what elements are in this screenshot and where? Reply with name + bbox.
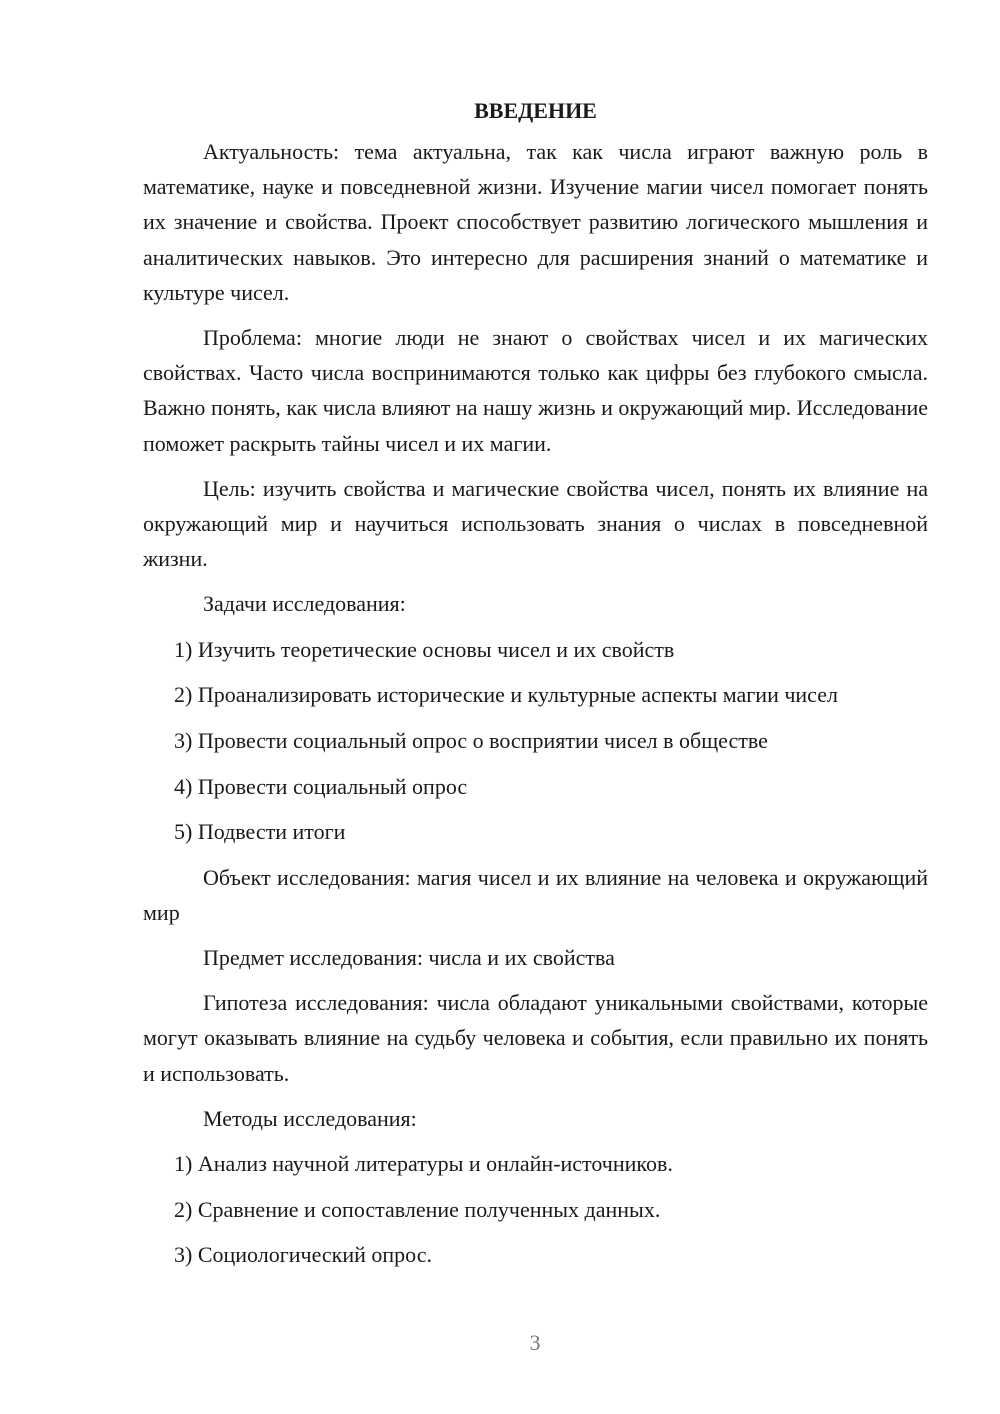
list-item: 1) Изучить теоретические основы чисел и их свойств bbox=[174, 636, 675, 662]
tasks-title: Задачи исследования: bbox=[203, 591, 406, 617]
goal-paragraph: Цель: изучить свойства и магические свойства чисел, понять их влияние на окружающий мир и научиться использовать знания о числах в повседневной жизни. bbox=[143, 475, 928, 572]
list-item: 5) Подвести итоги bbox=[174, 819, 346, 845]
page-number: 3 bbox=[529, 1330, 541, 1355]
object-paragraph: Объект исследования: магия чисел и их влияние на человека и окружающий мир bbox=[143, 864, 928, 925]
list-item: 1) Анализ научной литературы и онлайн-источников. bbox=[174, 1151, 673, 1177]
hypothesis-paragraph: Гипотеза исследования: числа обладают уникальными свойствами, которые могут оказывать влияние на судьбу человека и события, если правильно их понять и использовать. bbox=[143, 990, 928, 1086]
list-item: 3) Социологический опрос. bbox=[174, 1242, 432, 1268]
document-page bbox=[143, 92, 928, 1283]
methods-list bbox=[143, 1146, 928, 1273]
problem-paragraph: Проблема: многие люди не знают о свойствах чисел и их магических свойствах. Часто числа воспринимаются только как цифры без глубокого смысла. Важно понять, как числа влияют на нашу жизнь и окружающий мир. Исследование поможет раскрыть тайны чисел и их магии. bbox=[143, 325, 928, 456]
list-item: 3) Провести социальный опрос о восприятии чисел в обществе bbox=[174, 728, 768, 754]
list-item: 4) Провести социальный опрос bbox=[174, 773, 468, 799]
list-item: 2) Сравнение и сопоставление полученных данных. bbox=[174, 1196, 661, 1222]
tasks-list bbox=[143, 632, 928, 850]
subject-paragraph: Предмет исследования: числа и их свойства bbox=[203, 945, 615, 971]
relevance-paragraph: Актуальность: тема актуальна, так как числа играют важную роль в математике, науке и повседневной жизни. Изучение магии чисел помогает понять их значение и свойства. Проект способствует развитию логического мышления и аналитических навыков. Это интересно для расширения знаний о математике и культуре чисел. bbox=[143, 139, 928, 305]
section-heading: ВВЕДЕНИЕ bbox=[474, 98, 597, 123]
list-item: 2) Проанализировать исторические и культурные аспекты магии чисел bbox=[174, 682, 838, 708]
methods-title: Методы исследования: bbox=[203, 1105, 417, 1131]
